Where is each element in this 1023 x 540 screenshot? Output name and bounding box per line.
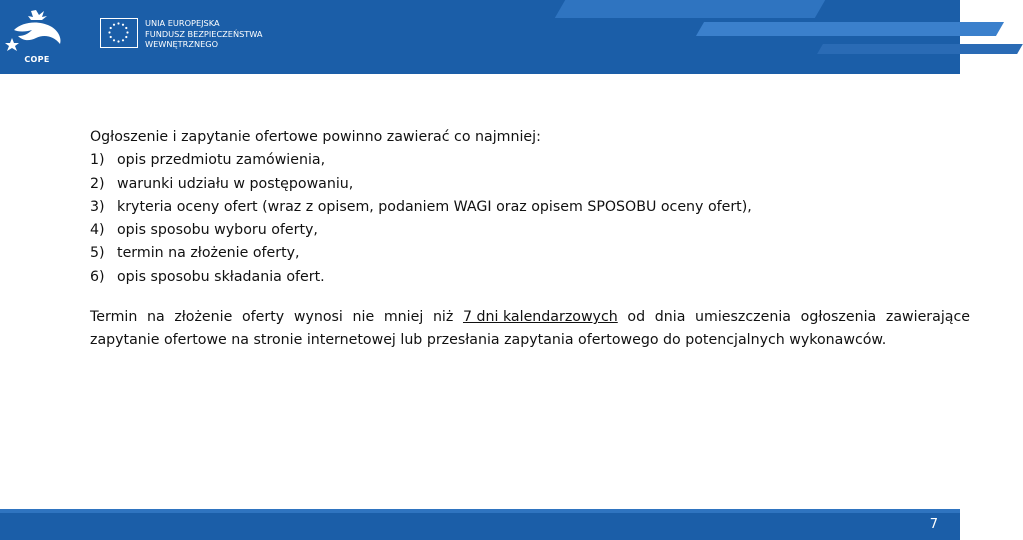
page-number: 7 [929, 517, 938, 532]
list-item-text: opis sposobu składania ofert. [117, 268, 325, 285]
word: dnia [654, 309, 686, 326]
deadline-days-underlined: 7 dni kalendarzowych [462, 309, 618, 326]
eagle-icon [6, 8, 68, 54]
eu-star [113, 24, 115, 26]
list-number: 5) [90, 245, 105, 262]
cope-logo-text: COPE [24, 55, 50, 64]
word: wynosi [293, 309, 343, 326]
eu-star [108, 31, 110, 33]
list-number: 4) [90, 222, 105, 239]
decorative-stripe [696, 22, 1004, 36]
eu-star [122, 39, 124, 41]
list-number: 6) [90, 268, 105, 285]
cope-logo [6, 8, 68, 68]
list-item [90, 242, 970, 265]
list-number: 1) [90, 152, 105, 169]
footer-banner [0, 509, 960, 540]
word: mniej [383, 309, 424, 326]
eu-star [122, 24, 124, 26]
word: oferty [241, 309, 285, 326]
list-item [90, 196, 970, 219]
word: od [627, 309, 646, 326]
word: zawierające [885, 309, 970, 326]
list-number: 2) [90, 175, 105, 192]
word: Termin [90, 309, 138, 326]
eu-flag-icon [100, 18, 138, 48]
eu-fund-label [145, 18, 263, 50]
eu-line: WEWNĘTRZNEGO [145, 39, 219, 49]
decorative-stripe [817, 44, 1023, 54]
decorative-stripe [555, 0, 825, 18]
eu-star [117, 40, 119, 42]
eu-star [125, 27, 127, 29]
header-banner [0, 0, 960, 74]
eu-line: FUNDUSZ BEZPIECZEŃSTWA [145, 28, 263, 39]
footer-stripe [0, 509, 960, 513]
intro-text: Ogłoszenie i zapytanie ofertowe powinno zawierać co najmniej: [90, 129, 541, 145]
list-item-text: kryteria oceny ofert (wraz z opisem, podaniem WAGI oraz opisem SPOSOBU oceny ofert), [117, 198, 752, 215]
list-item-text: opis sposobu wyboru oferty, [117, 222, 318, 239]
word: ogłoszenia [800, 309, 877, 326]
deadline-line-2: zapytanie ofertowe na stronie internetowej lub przesłania zapytania ofertowego do potencjalnych wykonawców. [90, 332, 887, 349]
list-item [90, 173, 970, 196]
list-item [90, 219, 970, 242]
list-item-text: termin na złożenie oferty, [117, 245, 300, 262]
slide-content [90, 126, 970, 353]
eu-star [110, 27, 112, 29]
eu-star [113, 39, 115, 41]
word: na [146, 309, 165, 326]
deadline-line-1 [90, 306, 970, 329]
list-item [90, 149, 970, 172]
eu-star [110, 36, 112, 38]
list-item-text: opis przedmiotu zamówienia, [117, 152, 326, 169]
eu-star [117, 22, 119, 24]
eu-star [126, 31, 128, 33]
word: niż [432, 309, 454, 326]
list-number: 3) [90, 198, 105, 215]
deadline-paragraph [90, 306, 970, 353]
word: złożenie [174, 309, 233, 326]
list-item [90, 266, 970, 289]
word: nie [352, 309, 375, 326]
list-item-text: warunki udziału w postępowaniu, [117, 175, 354, 192]
word: umieszczenia [695, 309, 791, 326]
eu-star [125, 36, 127, 38]
eu-line: UNIA EUROPEJSKA [145, 18, 220, 28]
